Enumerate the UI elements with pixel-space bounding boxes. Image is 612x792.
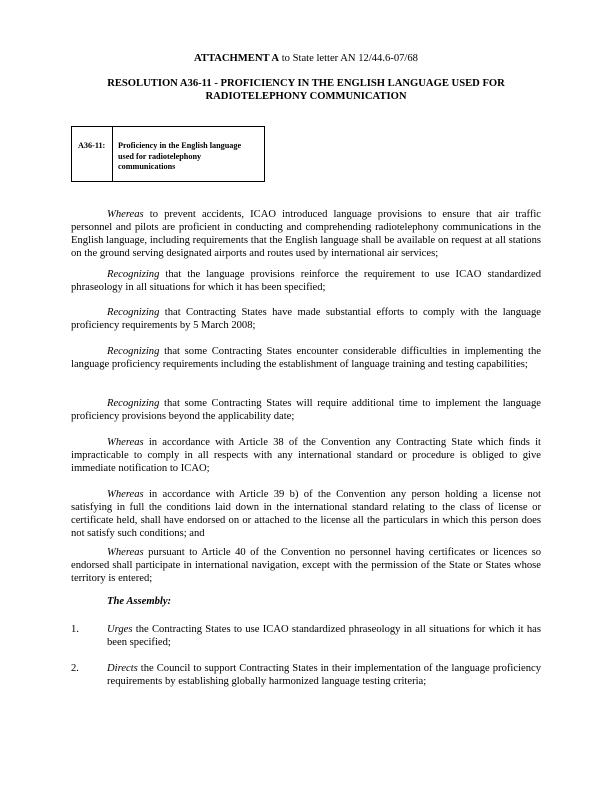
preamble-paragraph bbox=[71, 436, 541, 475]
paragraph-lead: Whereas bbox=[107, 489, 144, 500]
paragraph-lead: Whereas bbox=[107, 437, 144, 448]
paragraph-lead: Recognizing bbox=[107, 269, 160, 280]
paragraph-text: that some Contracting States will require additional time to implement the language proficiency provisions beyond the applicability date; bbox=[71, 398, 541, 422]
preamble-paragraph bbox=[71, 488, 541, 540]
resolution-subject: Proficiency in the English language used for radiotelephony communications bbox=[118, 141, 242, 171]
operative-clause bbox=[71, 662, 541, 688]
paragraph-text: in accordance with Article 39 b) of the Convention any person holding a license not satisfying in full the conditions laid down in the international standard relating to the class of license or certificate held, shall have endorsed on or attached to the license all the particulars in which this person does not satisfy such conditions; and bbox=[71, 489, 541, 539]
resolution-code: A36-11: bbox=[72, 127, 113, 181]
paragraph-lead: Whereas bbox=[107, 547, 144, 558]
paragraph-text: that some Contracting States encounter considerable difficulties in implementing the language proficiency requirements including the establishment of language training and testing capabilities; bbox=[71, 346, 541, 370]
paragraph-lead: Recognizing bbox=[107, 346, 160, 357]
paragraph-text: to prevent accidents, ICAO introduced language provisions to ensure that air traffic personnel and pilots are proficient in conducting and comprehending radiotelephony communications in the English language, including requirements that the English language shall be available on request at all stations on the ground serving designated airports and routes used by international air services; bbox=[71, 209, 541, 259]
preamble-paragraph bbox=[71, 345, 541, 371]
clause-number: 2. bbox=[71, 663, 79, 674]
preamble-paragraph bbox=[71, 208, 541, 260]
attachment-header bbox=[0, 52, 612, 65]
paragraph-lead: Recognizing bbox=[107, 398, 160, 409]
paragraph-lead: Recognizing bbox=[107, 307, 160, 318]
clause-body: the Council to support Contracting States in their implementation of the language proficiency requirements by establishing globally harmonized language testing criteria; bbox=[107, 663, 541, 687]
clause-lead: Urges bbox=[107, 624, 133, 635]
attachment-reference: to State letter AN 12/44.6-07/68 bbox=[279, 53, 418, 64]
resolution-box bbox=[71, 126, 265, 182]
clause-lead: Directs bbox=[107, 663, 138, 674]
attachment-label: ATTACHMENT A bbox=[194, 53, 280, 64]
paragraph-text: in accordance with Article 38 of the Convention any Contracting State which finds it impracticable to comply in all respects with any international standard or procedure is obliged to give immediate notification to ICAO; bbox=[71, 437, 541, 474]
clause-number: 1. bbox=[71, 624, 79, 635]
preamble-paragraph bbox=[71, 306, 541, 332]
paragraph-text: that the language provisions reinforce the requirement to use ICAO standardized phraseology in all situations for which it has been specified; bbox=[71, 269, 541, 293]
paragraph-lead: Whereas bbox=[107, 209, 144, 220]
clause-text bbox=[107, 662, 541, 688]
preamble-paragraph bbox=[71, 397, 541, 423]
assembly-heading: The Assembly: bbox=[107, 596, 172, 607]
clause-text bbox=[107, 623, 541, 649]
paragraph-text: that Contracting States have made substantial efforts to comply with the language proficiency requirements by 5 March 2008; bbox=[71, 307, 541, 331]
resolution-title: RESOLUTION A36-11 - PROFICIENCY IN THE ENGLISH LANGUAGE USED FOR RADIOTELEPHONY COMMUNICATION bbox=[107, 78, 505, 102]
preamble-paragraph bbox=[71, 268, 541, 294]
paragraph-text: pursuant to Article 40 of the Convention no personnel having certificates or licences so endorsed shall participate in international navigation, except with the permission of the State or States whose territory is entered; bbox=[71, 547, 541, 584]
clause-body: the Contracting States to use ICAO standardized phraseology in all situations for which it has been specified; bbox=[107, 624, 541, 648]
operative-clause bbox=[71, 623, 541, 649]
preamble-paragraph bbox=[71, 546, 541, 585]
